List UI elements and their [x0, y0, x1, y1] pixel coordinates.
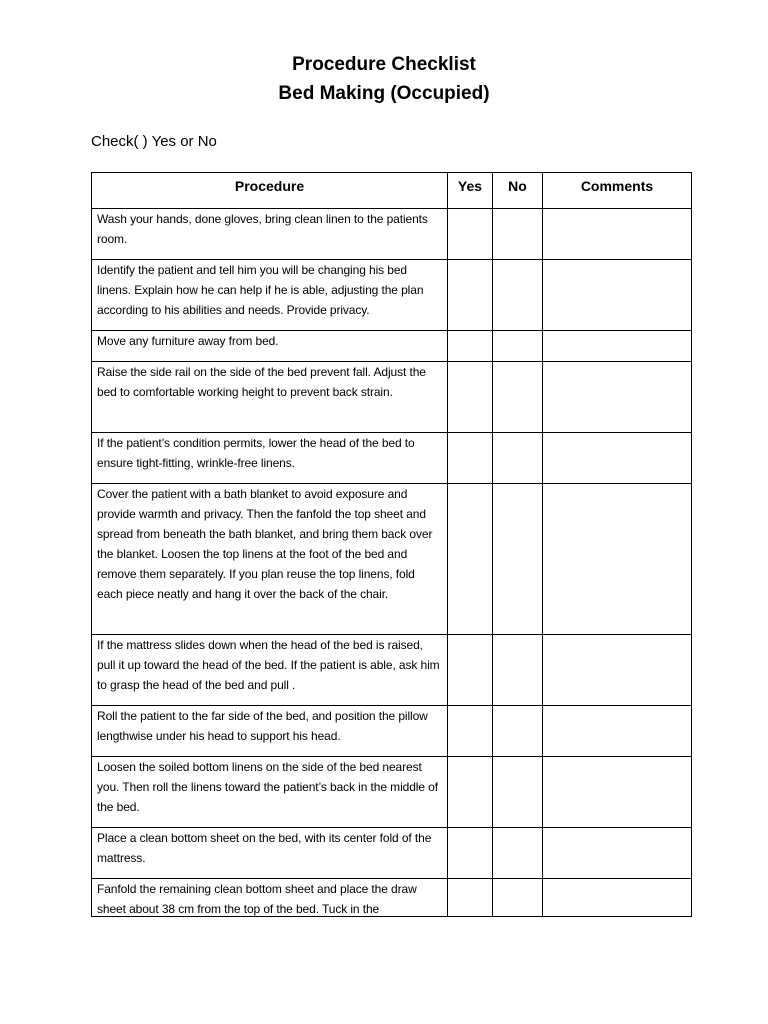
yes-checkbox-cell[interactable]: [448, 484, 493, 635]
document-title: [0, 50, 768, 108]
yes-checkbox-cell[interactable]: [448, 828, 493, 879]
no-checkbox-cell[interactable]: [493, 260, 543, 331]
table-row: [92, 362, 692, 433]
yes-checkbox-cell[interactable]: [448, 433, 493, 484]
check-instruction: Check( ) Yes or No: [91, 133, 217, 150]
procedure-cell: [92, 484, 448, 635]
column-header-procedure: Procedure: [92, 173, 448, 209]
table-row: [92, 484, 692, 635]
no-checkbox-cell[interactable]: [493, 362, 543, 433]
table-row: [92, 828, 692, 879]
table-row: [92, 433, 692, 484]
yes-checkbox-cell[interactable]: [448, 635, 493, 706]
yes-checkbox-cell[interactable]: [448, 757, 493, 828]
comments-cell[interactable]: [543, 706, 692, 757]
procedure-text: Wash your hands, done gloves, bring clean linen to the patients room.: [97, 212, 428, 246]
yes-checkbox-cell[interactable]: [448, 260, 493, 331]
no-checkbox-cell[interactable]: [493, 757, 543, 828]
procedure-text: Fanfold the remaining clean bottom sheet and place the draw sheet about 38 cm from the top of the bed. Tuck in the: [97, 882, 417, 916]
procedure-cell: [92, 331, 448, 362]
procedure-text: Identify the patient and tell him you will be changing his bed linens. Explain how he can help if he is able, adjusting the plan according to his abilities and needs. Provide privacy.: [97, 263, 424, 317]
column-header-yes: Yes: [448, 173, 493, 209]
title-line-2: Bed Making (Occupied): [278, 83, 490, 104]
procedure-cell: [92, 757, 448, 828]
comments-cell[interactable]: [543, 362, 692, 433]
no-checkbox-cell[interactable]: [493, 635, 543, 706]
procedure-cell: [92, 362, 448, 433]
title-line-1: Procedure Checklist: [292, 54, 476, 75]
comments-cell[interactable]: [543, 209, 692, 260]
procedure-text: Loosen the soiled bottom linens on the side of the bed nearest you. Then roll the linens toward the patient’s back in the middle of the bed.: [97, 760, 438, 814]
no-checkbox-cell[interactable]: [493, 209, 543, 260]
comments-cell[interactable]: [543, 260, 692, 331]
comments-cell[interactable]: [543, 879, 692, 917]
procedure-cell: [92, 706, 448, 757]
yes-checkbox-cell[interactable]: [448, 362, 493, 433]
procedure-cell: [92, 635, 448, 706]
comments-cell[interactable]: [543, 635, 692, 706]
comments-cell[interactable]: [543, 331, 692, 362]
table-row: [92, 757, 692, 828]
procedure-checklist-table: [91, 172, 692, 917]
procedure-cell: [92, 433, 448, 484]
table-row: [92, 331, 692, 362]
comments-cell[interactable]: [543, 484, 692, 635]
no-checkbox-cell[interactable]: [493, 331, 543, 362]
column-header-comments: Comments: [543, 173, 692, 209]
table-row: [92, 879, 692, 917]
procedure-text: Roll the patient to the far side of the bed, and position the pillow lengthwise under his head to support his head.: [97, 709, 428, 743]
procedure-text: If the mattress slides down when the head of the bed is raised, pull it up toward the head of the bed. If the patient is able, ask him to grasp the head of the bed and pull .: [97, 638, 440, 692]
table-row: [92, 706, 692, 757]
procedure-text: If the patient’s condition permits, lower the head of the bed to ensure tight-fitting, wrinkle-free linens.: [97, 436, 415, 470]
procedure-text: Cover the patient with a bath blanket to avoid exposure and provide warmth and privacy. Then the fanfold the top sheet and spread from beneath the bath blanket, and bring them back over the blanket. Loosen the top linens at the foot of the bed and remove them separately. If you plan reuse the top linens, fold each piece neatly and hang it over the back of the chair.: [97, 487, 433, 601]
procedure-cell: [92, 828, 448, 879]
no-checkbox-cell[interactable]: [493, 828, 543, 879]
no-checkbox-cell[interactable]: [493, 484, 543, 635]
procedure-text: Place a clean bottom sheet on the bed, with its center fold of the mattress.: [97, 831, 432, 865]
table-row: [92, 635, 692, 706]
yes-checkbox-cell[interactable]: [448, 331, 493, 362]
comments-cell[interactable]: [543, 433, 692, 484]
procedure-text: Move any furniture away from bed.: [97, 334, 279, 348]
table-row: [92, 209, 692, 260]
comments-cell[interactable]: [543, 757, 692, 828]
table-header-row: [92, 173, 692, 209]
procedure-text: Raise the side rail on the side of the bed prevent fall. Adjust the bed to comfortable working height to prevent back strain.: [97, 365, 426, 399]
table-row: [92, 260, 692, 331]
column-header-no: No: [493, 173, 543, 209]
yes-checkbox-cell[interactable]: [448, 879, 493, 917]
no-checkbox-cell[interactable]: [493, 433, 543, 484]
procedure-cell: [92, 260, 448, 331]
no-checkbox-cell[interactable]: [493, 879, 543, 917]
comments-cell[interactable]: [543, 828, 692, 879]
yes-checkbox-cell[interactable]: [448, 706, 493, 757]
no-checkbox-cell[interactable]: [493, 706, 543, 757]
procedure-cell: [92, 209, 448, 260]
procedure-cell: [92, 879, 448, 917]
yes-checkbox-cell[interactable]: [448, 209, 493, 260]
